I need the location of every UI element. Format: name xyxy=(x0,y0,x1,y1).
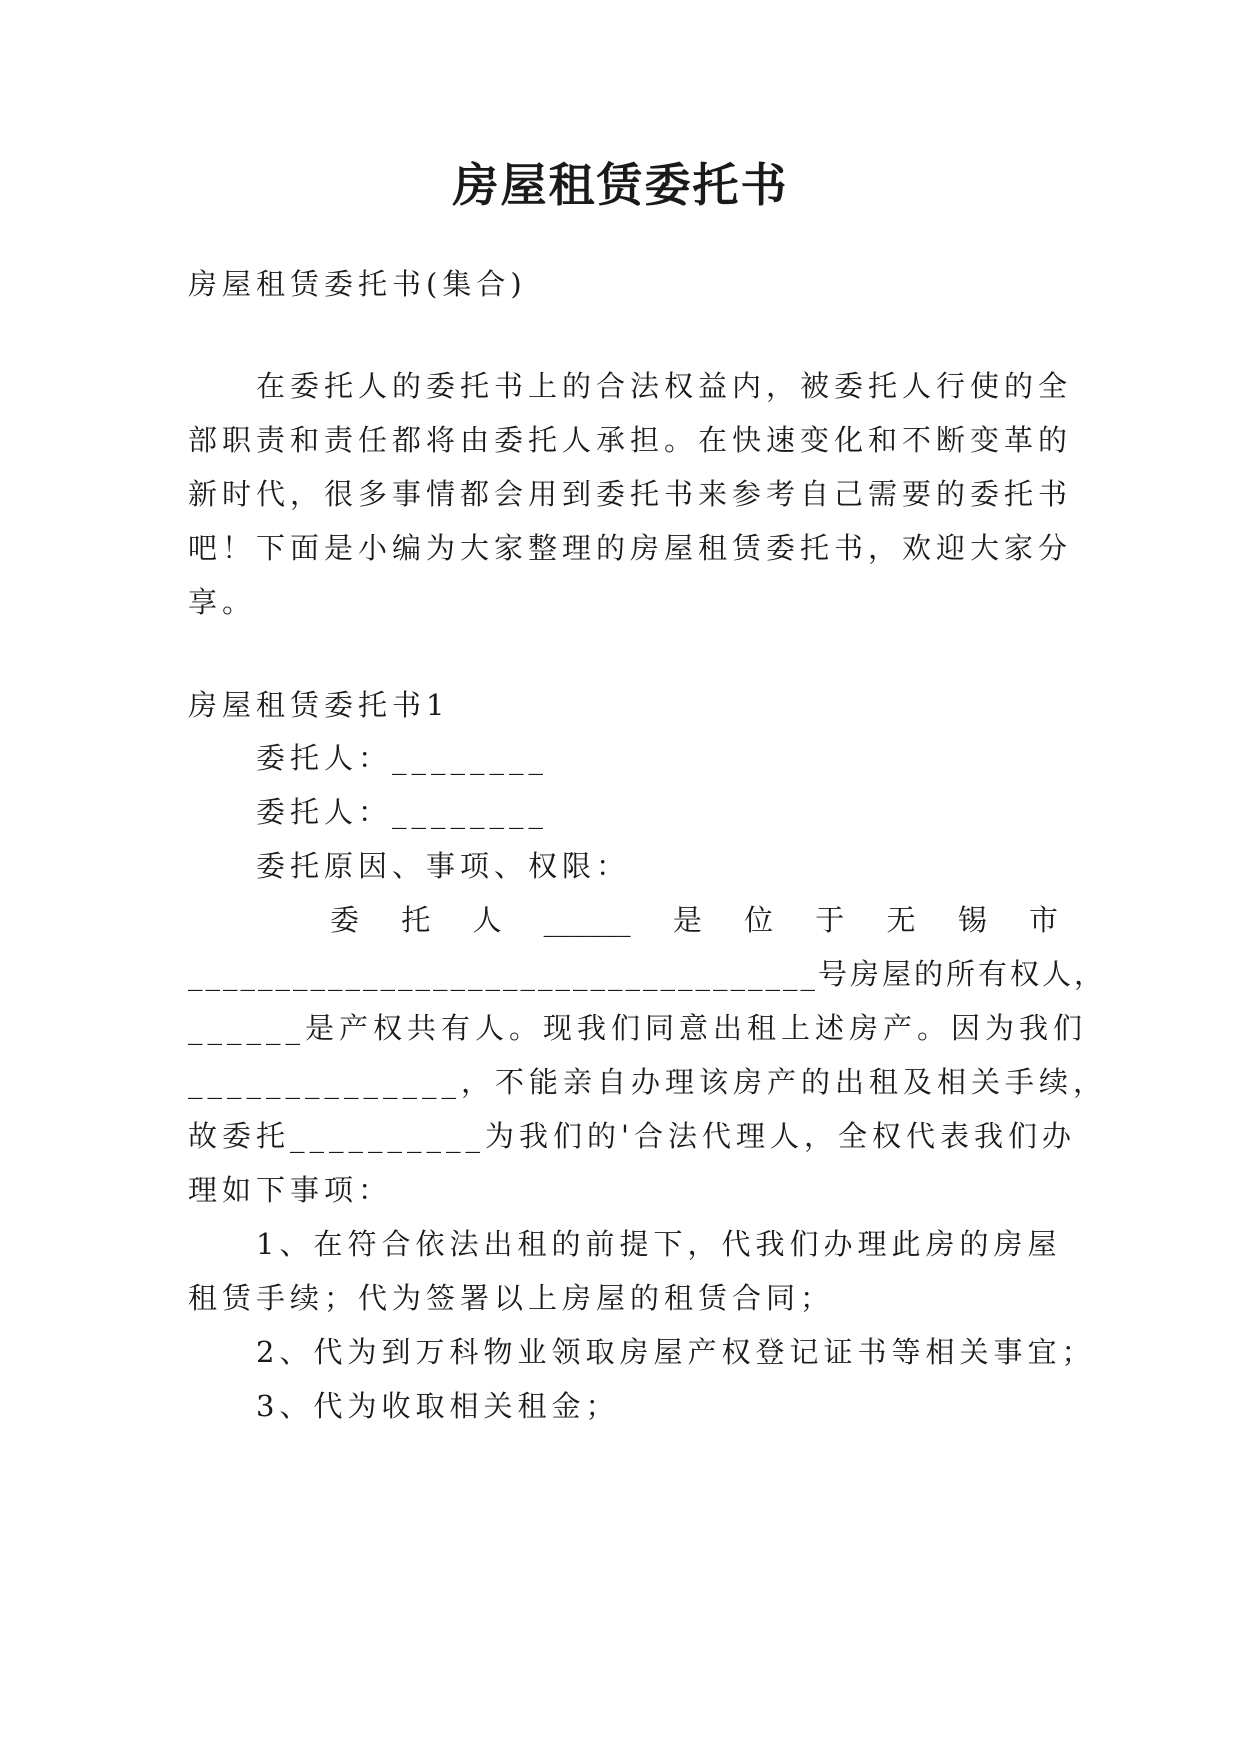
clause-char: 无 xyxy=(886,903,916,937)
intro-line: 在委托人的委托书上的合法权益内，被委托人行使的全 xyxy=(188,369,1073,403)
item-line: 3、代为收取相关租金； xyxy=(188,1389,620,1423)
intro-line: 享。 xyxy=(188,585,257,619)
intro-line: 新时代，很多事情都会用到委托书来参考自己需要的委托书 xyxy=(188,477,1073,511)
item-line: 租赁手续；代为签署以上房屋的租赁合同； xyxy=(188,1281,835,1315)
clause-char: 锡 xyxy=(957,903,987,937)
clause-line: ______是产权共有人。现我们同意出租上述房产。因为我们 xyxy=(188,1011,1088,1045)
item-line: 2、代为到万科物业领取房屋产权登记证书等相关事宜； xyxy=(188,1335,1096,1369)
clause-char: 于 xyxy=(815,903,845,937)
clause-line: 故委托__________为我们的'合法代理人，全权代表我们办 xyxy=(188,1119,1076,1153)
clause-char: 托 xyxy=(401,903,431,937)
clause-line-justified xyxy=(330,900,1058,940)
clause-line: ______________，不能亲自办理该房产的出租及相关手续， xyxy=(188,1065,1108,1099)
clause-char: 位 xyxy=(744,903,774,937)
document-subtitle: 房屋租赁委托书(集合) xyxy=(188,267,527,301)
section-heading: 房屋租赁委托书1 xyxy=(188,688,450,722)
clause-char: 是 xyxy=(672,903,702,937)
clause-char: 人 xyxy=(472,903,502,937)
principal-line: 委托人：________ xyxy=(188,741,549,775)
intro-line: 吧！下面是小编为大家整理的房屋租赁委托书，欢迎大家分 xyxy=(188,531,1073,565)
clause-line: ____________________________________号房屋的所有权人， xyxy=(188,957,1107,991)
document-title: 房屋租赁委托书 xyxy=(452,158,789,212)
principal-line: 委托人：________ xyxy=(188,795,549,829)
clause-char: 市 xyxy=(1028,903,1058,937)
item-line: 1、在符合依法出租的前提下，代我们办理此房的房屋 xyxy=(188,1227,1062,1261)
clause-line: 理如下事项： xyxy=(188,1173,393,1207)
intro-line: 部职责和责任都将由委托人承担。在快速变化和不断变革的 xyxy=(188,423,1073,457)
reason-heading: 委托原因、事项、权限： xyxy=(188,849,631,883)
clause-blank: ______ xyxy=(543,903,631,937)
clause-char: 委 xyxy=(330,903,360,937)
